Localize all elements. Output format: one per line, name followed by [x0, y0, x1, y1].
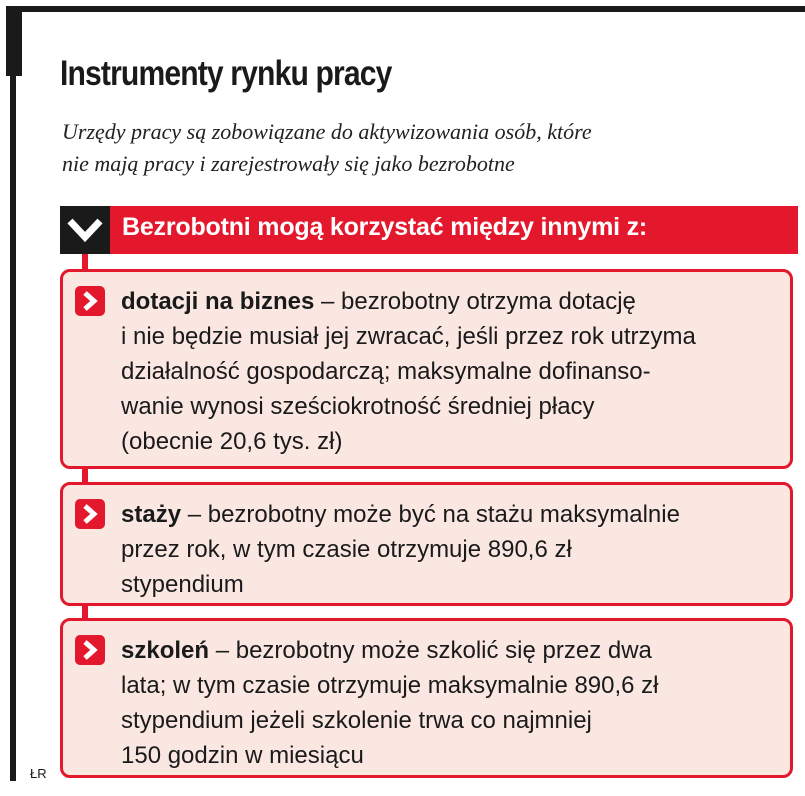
list-item [60, 269, 793, 469]
author-credit: ŁR [30, 766, 47, 781]
section-header-label: Bezrobotni mogą korzystać między innymi z: [122, 213, 648, 241]
chevron-right-icon [75, 499, 105, 529]
chevron-right-icon [75, 635, 105, 665]
page-title: Instrumenty rynku pracy [60, 54, 392, 93]
list-item-text: szkoleń – bezrobotny może szkolić się przez dwa lata; w tym czasie otrzymuje maksymalnie 890,6 zł stypendium jeżeli szkolenie trwa co najmniej 150 godzin w miesiącu [121, 637, 659, 769]
chevron-down-icon [60, 206, 110, 254]
list-item-text: staży – bezrobotny może być na stażu maksymalnie przez rok, w tym czasie otrzymuje 890,6 zł stypendium [121, 501, 680, 598]
subtitle-line-2: nie mają pracy i zarejestrowały się jako bezrobotne [62, 151, 515, 176]
chevron-right-icon [75, 286, 105, 316]
subtitle [62, 116, 782, 180]
left-frame-rule [10, 76, 16, 781]
subtitle-line-1: Urzędy pracy są zobowiązane do aktywizowania osób, które [62, 119, 592, 144]
list-item-term: dotacji na biznes [121, 288, 315, 315]
top-frame-rule [0, 0, 805, 12]
list-item-term: staży [121, 501, 182, 528]
list-item [60, 618, 793, 778]
list-item-text: dotacji na biznes – bezrobotny otrzyma dotację i nie będzie musiał jej zwracać, jeśli przez rok utrzyma działalność gospodarczą; maksymalne dofinanso- wanie wynosi sześciokrotność średniej płacy (obecnie 20,6 tys. zł) [121, 288, 696, 455]
corner-bar [6, 6, 22, 76]
list-item [60, 482, 793, 606]
list-item-term: szkoleń [121, 637, 210, 664]
